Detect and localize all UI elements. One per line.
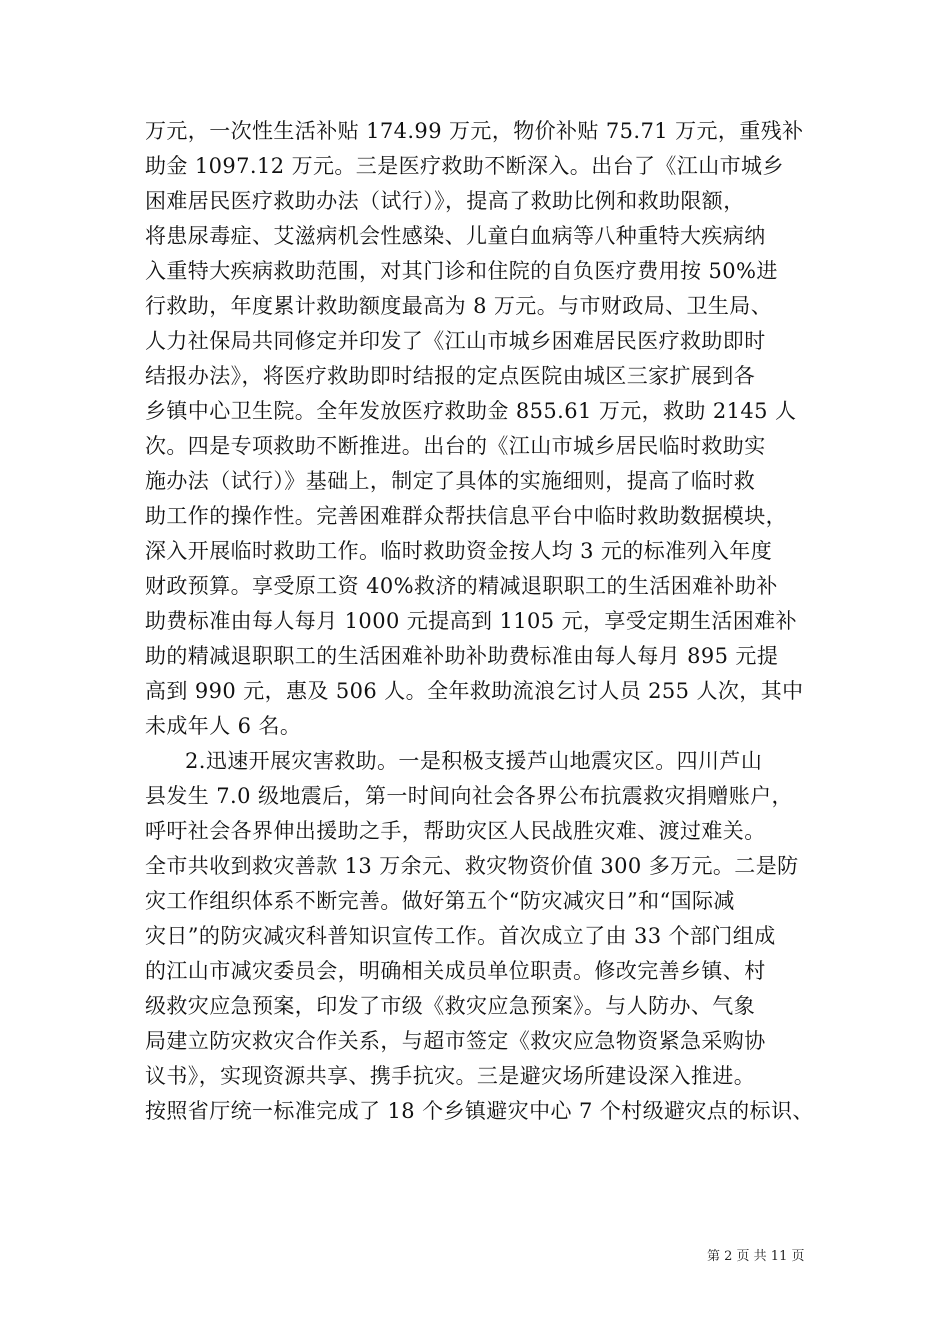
body-text-line: 入重特大疾病救助范围，对其门诊和住院的自负医疗费用按 50%进 (145, 259, 778, 283)
body-text-line: 县发生 7.0 级地震后，第一时间向社会各界公布抗震救灾捐赠账户， (145, 784, 793, 808)
page-number-footer: 第 2 页 共 11 页 (707, 1249, 805, 1264)
body-text-line: 困难居民医疗救助办法（试行）》，提高了救助比例和救助限额， (145, 189, 745, 213)
body-text-line: 乡镇中心卫生院。全年发放医疗救助金 855.61 万元，救助 2145 人 (145, 399, 797, 423)
body-text-line: 将患尿毒症、艾滋病机会性感染、儿童白血病等八种重特大疾病纳 (145, 224, 766, 248)
body-text-line: 高到 990 元，惠及 506 人。全年救助流浪乞讨人员 255 人次，其中 (145, 679, 804, 703)
body-text-line: 未成年人 6 名。 (145, 714, 302, 738)
body-text-line: 助金 1097.12 万元。三是医疗救助不断深入。出台了《江山市城乡 (145, 154, 784, 178)
body-text-line: 行救助，年度累计救助额度最高为 8 万元。与市财政局、卫生局、 (145, 294, 773, 318)
body-text-line: 万元，一次性生活补贴 174.99 万元，物价补贴 75.71 万元，重残补 (145, 119, 804, 143)
body-text-line: 议书》，实现资源共享、携手抗灾。三是避灾场所建设深入推进。 (145, 1064, 756, 1088)
body-text-line: 的江山市减灾委员会，明确相关成员单位职责。修改完善乡镇、村 (145, 959, 766, 983)
paragraph-first-line: 2.迅速开展灾害救助。一是积极支援芦山地震灾区。四川芦山 (185, 749, 763, 773)
body-text-line: 全市共收到救灾善款 13 万余元、救灾物资价值 300 多万元。二是防 (145, 854, 799, 878)
body-text-line: 次。四是专项救助不断推进。出台的《江山市城乡居民临时救助实 (145, 434, 766, 458)
body-text-line: 助费标准由每人每月 1000 元提高到 1105 元，享受定期生活困难补 (145, 609, 797, 633)
body-text-line: 灾工作组织体系不断完善。做好第五个“防灾减灾日”和“国际减 (145, 889, 735, 913)
body-text-line: 按照省厅统一标准完成了 18 个乡镇避灾中心 7 个村级避灾点的标识、 (145, 1099, 814, 1123)
body-text-line: 人力社保局共同修定并印发了《江山市城乡困难居民医疗救助即时 (145, 329, 766, 353)
body-text-line: 结报办法》，将医疗救助即时结报的定点医院由城区三家扩展到各 (145, 364, 756, 388)
body-text-line: 灾日”的防灾减灾科普知识宣传工作。首次成立了由 33 个部门组成 (145, 924, 776, 948)
body-text-line: 局建立防灾救灾合作关系，与超市签定《救灾应急物资紧急采购协 (145, 1029, 766, 1053)
body-text-line: 财政预算。享受原工资 40%救济的精减退职职工的生活困难补助补 (145, 574, 778, 598)
body-text-line: 助的精减退职职工的生活困难补助补助费标准由每人每月 895 元提 (145, 644, 779, 668)
body-text-line: 呼吁社会各界伸出援助之手，帮助灾区人民战胜灾难、渡过难关。 (145, 819, 766, 843)
body-text-line: 助工作的操作性。完善困难群众帮扶信息平台中临时救助数据模块， (145, 504, 787, 528)
body-text-line: 施办法（试行）》基础上，制定了具体的实施细则，提高了临时救 (145, 469, 756, 493)
body-text-line: 深入开展临时救助工作。临时救助资金按人均 3 元的标准列入年度 (145, 539, 773, 563)
body-text-line: 级救灾应急预案，印发了市级《救灾应急预案》。与人防办、气象 (145, 994, 756, 1018)
